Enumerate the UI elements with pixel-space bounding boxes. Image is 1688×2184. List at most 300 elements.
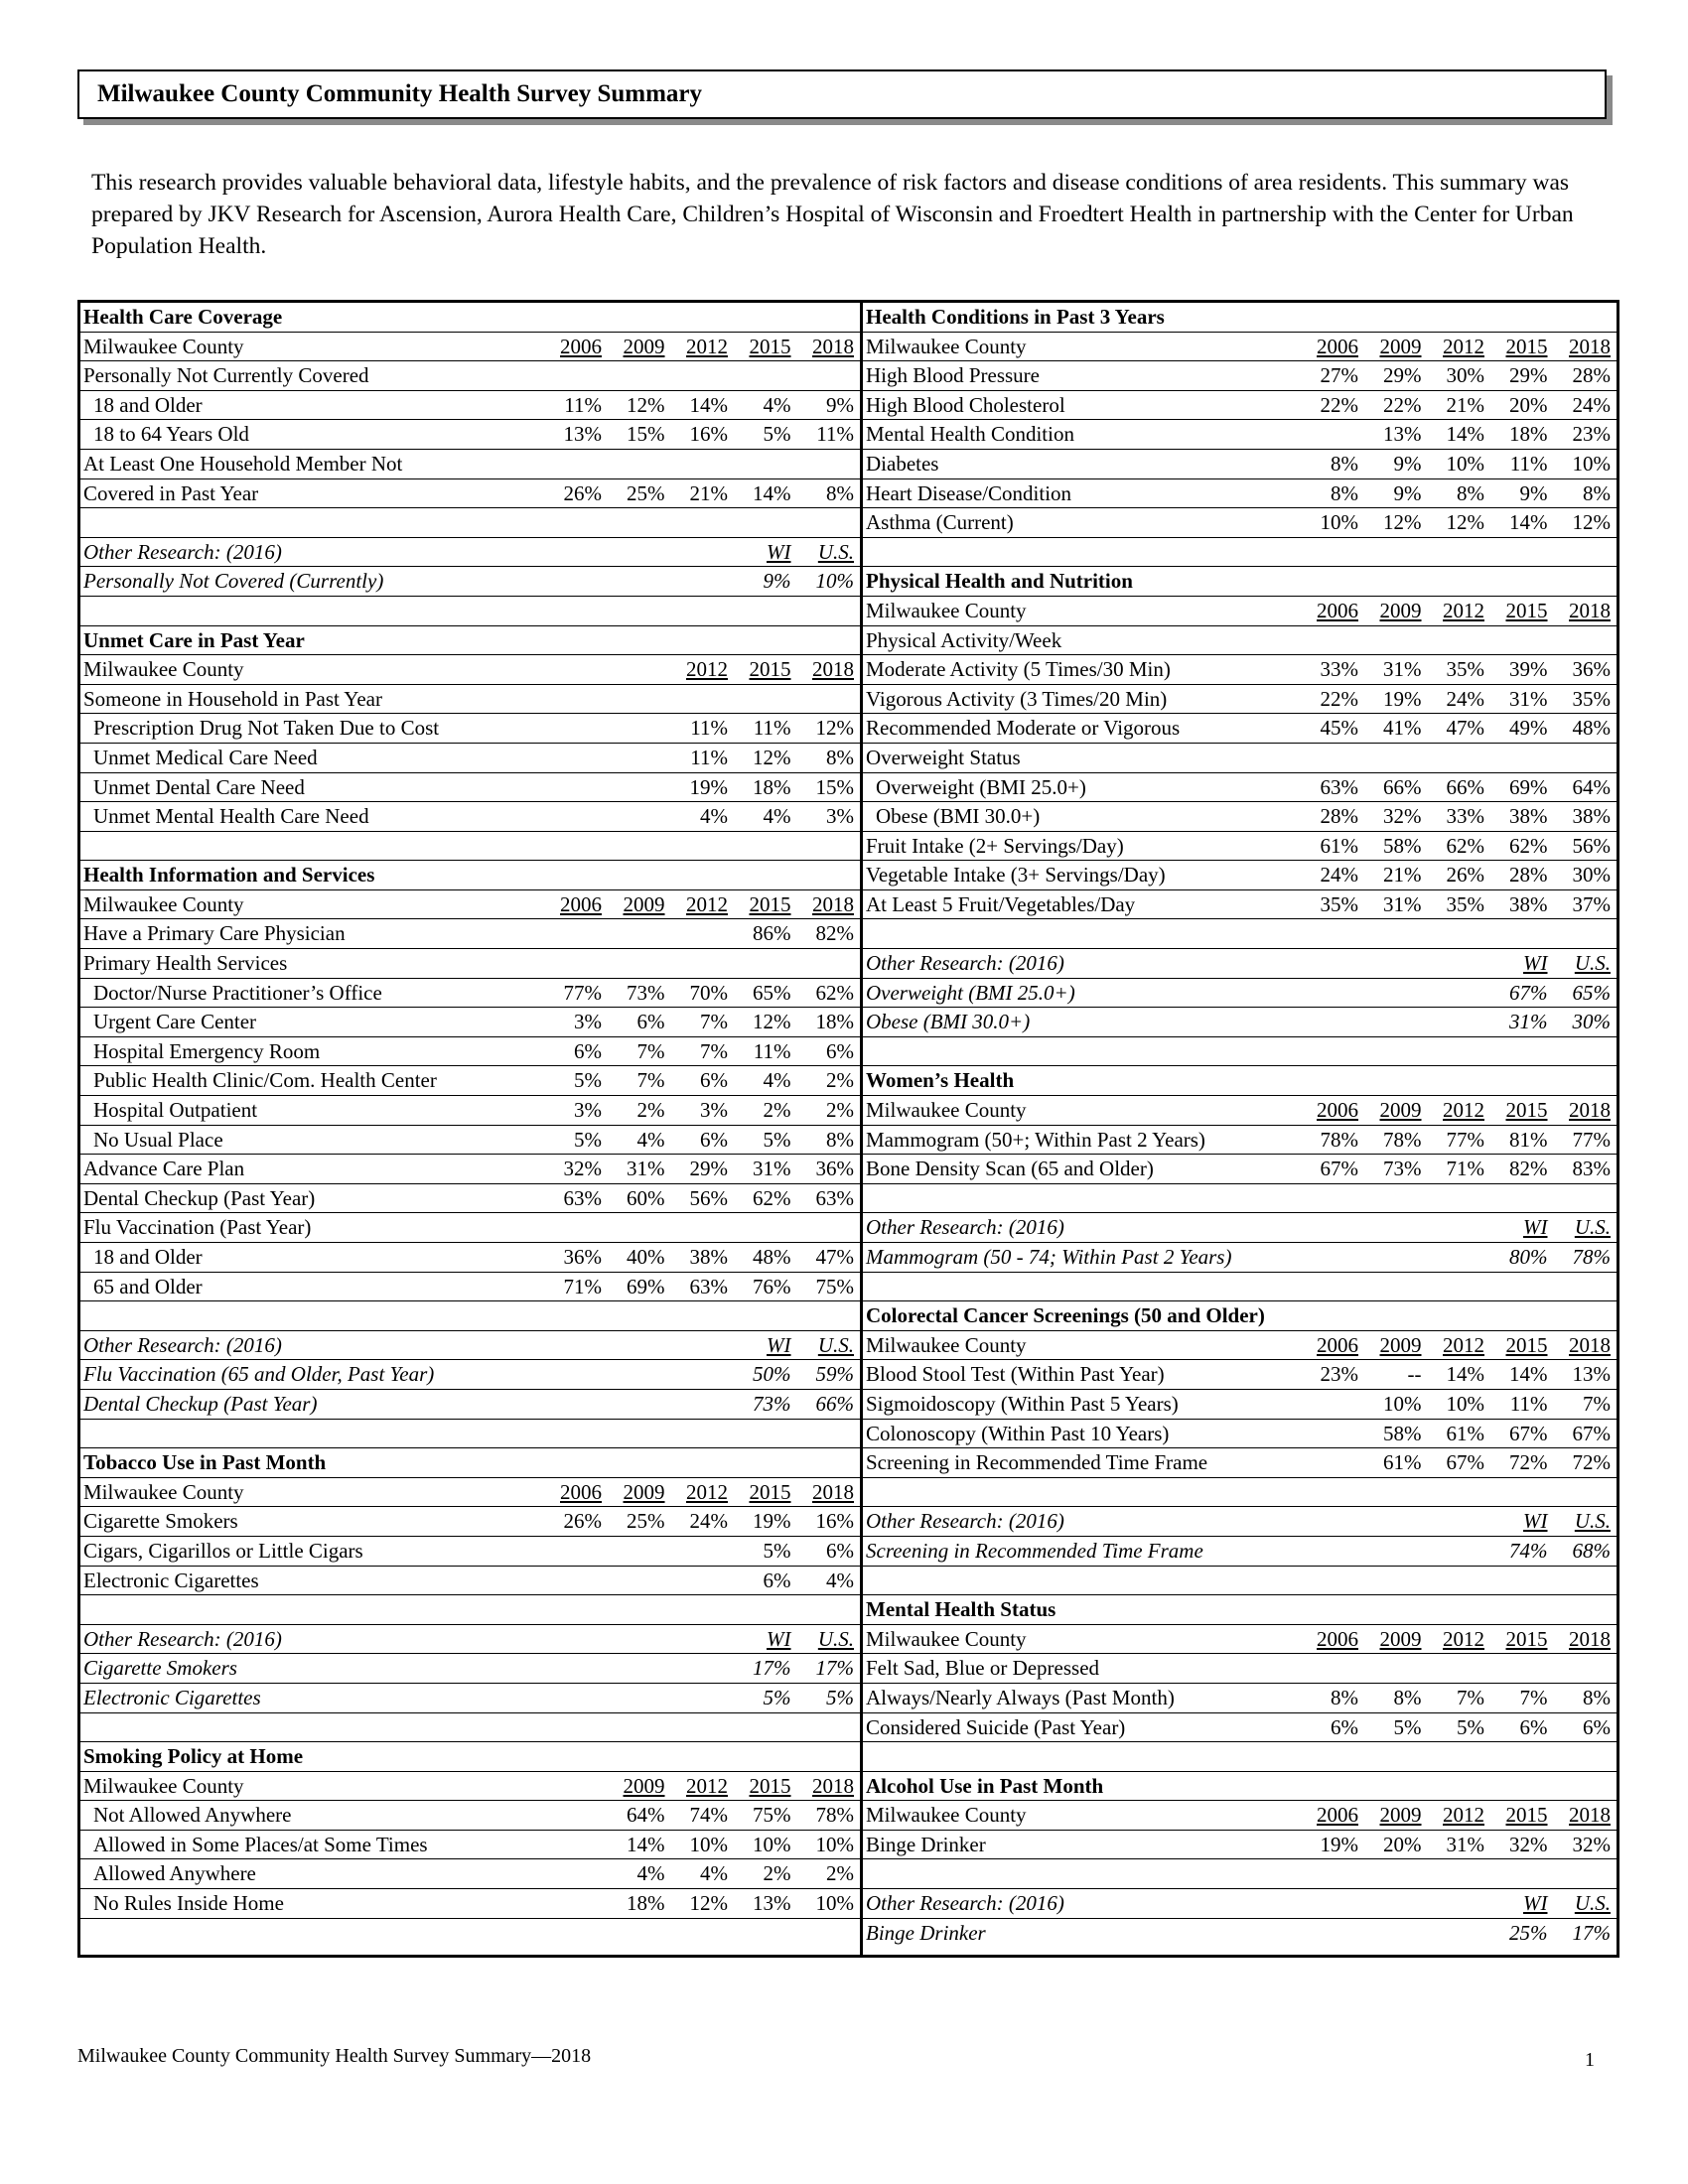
row-values — [539, 1684, 861, 1712]
value-cell: 9% — [1393, 480, 1422, 505]
value-cell: 33% — [1446, 804, 1484, 829]
value-cell: 2018 — [1569, 334, 1611, 358]
intro-paragraph: This research provides valuable behavioral data, lifestyle habits, and the prevalence of risk factors and disease conditions of area residents. This summary was prepared by JKV Research for Ascension, Aurora Health Care, Children’s Hospital of Wisconsin and Froedtert Health in partnership with the Center for Urban Population Health. — [91, 170, 1574, 259]
row-values — [1296, 1831, 1618, 1859]
value-cell: 5% — [763, 1127, 791, 1152]
value-cell: 71% — [1446, 1157, 1484, 1181]
value-cell: 10% — [1446, 451, 1484, 476]
value-cell — [539, 538, 603, 567]
row-label — [80, 1420, 860, 1448]
value-cell: 7% — [1583, 1391, 1611, 1416]
value-cell — [1422, 949, 1485, 978]
row-values — [1296, 1243, 1618, 1272]
value-cell: 58% — [1383, 833, 1422, 858]
value-cell: 45% — [1320, 716, 1358, 741]
value-cell: 47% — [815, 1245, 854, 1269]
value-cell: 2012 — [686, 1479, 728, 1504]
row-label: Unmet Mental Health Care Need — [93, 804, 369, 829]
value-cell: 73% — [1383, 1157, 1422, 1181]
value-cell: 19% — [689, 774, 728, 799]
value-cell: WI — [1523, 1509, 1548, 1534]
value-cell: 30% — [1572, 1010, 1611, 1034]
table-row — [80, 1831, 860, 1860]
value-cell: 14% — [1446, 422, 1484, 447]
value-cell: 65% — [1572, 980, 1611, 1005]
value-cell: 67% — [1320, 1157, 1358, 1181]
value-cell: 24% — [1572, 392, 1611, 417]
row-label — [863, 1478, 1617, 1507]
value-cell: 2015 — [1505, 1626, 1548, 1651]
value-cell — [602, 1390, 665, 1419]
value-cell: 83% — [1572, 1157, 1611, 1181]
value-cell: 5% — [763, 1538, 791, 1563]
value-cell: 2% — [763, 1861, 791, 1886]
table-row — [80, 1567, 860, 1596]
row-label: Milwaukee County — [83, 891, 244, 916]
other-research-row — [80, 1684, 860, 1713]
value-cell: 56% — [689, 1185, 728, 1210]
row-label: Flu Vaccination (65 and Older, Past Year) — [83, 1362, 435, 1387]
value-cell: 2012 — [686, 891, 728, 916]
summary-table — [77, 300, 1619, 1958]
row-values — [1296, 508, 1618, 537]
row-label: Milwaukee County — [83, 1773, 244, 1798]
value-cell: 28% — [1572, 363, 1611, 388]
value-cell — [1358, 1243, 1422, 1272]
value-cell — [1296, 1420, 1359, 1448]
row-values — [539, 1037, 861, 1066]
row-values — [539, 1567, 861, 1595]
value-cell: 19% — [1383, 686, 1422, 711]
row-label: Overweight Status — [866, 745, 1021, 769]
value-cell: 32% — [1509, 1832, 1548, 1856]
row-values — [1296, 1008, 1618, 1036]
row-values — [1296, 333, 1618, 361]
table-row — [80, 1037, 860, 1067]
row-label: Obese (BMI 30.0+) — [866, 1010, 1031, 1034]
value-cell: 5% — [763, 422, 791, 447]
value-cell: 2009 — [1379, 1098, 1422, 1123]
value-cell — [602, 1654, 665, 1683]
spacer-row — [80, 1301, 860, 1331]
year-header-row — [863, 597, 1617, 626]
value-cell: 32% — [1572, 1832, 1611, 1856]
value-cell — [539, 1889, 603, 1918]
row-label: Asthma (Current) — [866, 510, 1014, 535]
other-research-row — [863, 1537, 1617, 1567]
value-cell — [1422, 1537, 1485, 1566]
row-values — [539, 919, 861, 948]
section-header — [80, 626, 860, 656]
row-values — [539, 1331, 861, 1360]
row-label: Public Health Clinic/Com. Health Center — [93, 1068, 437, 1093]
value-cell: 2018 — [1569, 598, 1611, 622]
year-header-row — [80, 655, 860, 685]
value-cell: 6% — [574, 1038, 602, 1063]
row-values — [1296, 890, 1618, 919]
row-label: Advance Care Plan — [83, 1157, 245, 1181]
table-row — [863, 685, 1617, 715]
value-cell: 13% — [1383, 422, 1422, 447]
value-cell: 11% — [753, 1038, 791, 1063]
value-cell — [602, 1625, 665, 1654]
row-label: Milwaukee County — [83, 657, 244, 682]
value-cell: 50% — [753, 1362, 791, 1387]
row-values — [539, 1243, 861, 1272]
table-row — [80, 919, 860, 949]
row-values — [539, 1831, 861, 1859]
value-cell — [1358, 1919, 1422, 1949]
value-cell — [602, 538, 665, 567]
table-row — [863, 1126, 1617, 1156]
row-label: Overweight (BMI 25.0+) — [866, 980, 1075, 1005]
value-cell — [665, 567, 729, 596]
value-cell: 73% — [753, 1391, 791, 1416]
value-cell: 75% — [753, 1803, 791, 1828]
row-label — [863, 1184, 1617, 1213]
value-cell: 2009 — [623, 1773, 665, 1798]
page-number: 1 — [1585, 2049, 1595, 2071]
table-row — [80, 773, 860, 803]
value-cell: 3% — [574, 1010, 602, 1034]
row-label: Personally Not Currently Covered — [83, 363, 369, 388]
value-cell: 2018 — [812, 334, 854, 358]
value-cell: 31% — [1383, 891, 1422, 916]
year-header-row — [80, 1772, 860, 1802]
row-label — [80, 597, 860, 625]
value-cell: 18% — [815, 1010, 854, 1034]
table-row — [863, 655, 1617, 685]
row-label: Health Information and Services — [83, 863, 375, 887]
section-header — [80, 303, 860, 333]
row-values — [1296, 655, 1618, 684]
row-label — [80, 508, 860, 537]
row-label: Milwaukee County — [83, 1479, 244, 1504]
table-row — [80, 1243, 860, 1273]
row-values — [1296, 1213, 1618, 1242]
row-values — [539, 1184, 861, 1213]
value-cell: 4% — [636, 1861, 665, 1886]
value-cell: 2015 — [1505, 1332, 1548, 1357]
value-cell: 61% — [1383, 1450, 1422, 1475]
row-values — [1296, 685, 1618, 714]
value-cell: WI — [1523, 1215, 1548, 1240]
value-cell: 82% — [1509, 1157, 1548, 1181]
value-cell — [602, 1331, 665, 1360]
value-cell: 6% — [1519, 1714, 1548, 1739]
value-cell: 2009 — [623, 1479, 665, 1504]
row-label: No Rules Inside Home — [93, 1891, 284, 1916]
value-cell: 4% — [826, 1568, 854, 1592]
value-cell: 41% — [1383, 716, 1422, 741]
value-cell: 48% — [1572, 716, 1611, 741]
table-row — [863, 361, 1617, 391]
value-cell: 12% — [689, 1891, 728, 1916]
value-cell: 2012 — [686, 334, 728, 358]
value-cell: 56% — [1572, 833, 1611, 858]
row-values — [1296, 479, 1618, 508]
value-cell: 2012 — [1443, 598, 1484, 622]
value-cell: 6% — [763, 1568, 791, 1592]
row-values — [1296, 391, 1618, 420]
row-label: Covered in Past Year — [83, 480, 259, 505]
row-values — [539, 538, 861, 567]
value-cell: 19% — [1320, 1832, 1358, 1856]
value-cell — [539, 567, 603, 596]
value-cell — [1296, 1919, 1359, 1949]
row-label: Smoking Policy at Home — [83, 1744, 304, 1769]
row-label: Primary Health Services — [83, 951, 288, 976]
value-cell: 4% — [700, 1861, 728, 1886]
value-cell: 13% — [753, 1891, 791, 1916]
spacer-row — [863, 919, 1617, 949]
value-cell: 9% — [1519, 480, 1548, 505]
value-cell: 7% — [700, 1038, 728, 1063]
row-label — [863, 1567, 1617, 1595]
section-header — [863, 303, 1617, 333]
spacer-row — [80, 1420, 860, 1449]
row-values — [1296, 1684, 1618, 1712]
value-cell: 47% — [1446, 716, 1484, 741]
spacer-row — [863, 1273, 1617, 1302]
value-cell: 2% — [826, 1068, 854, 1093]
spacer-row — [863, 1037, 1617, 1067]
value-cell: 14% — [753, 480, 791, 505]
row-values — [1296, 1155, 1618, 1183]
value-cell: 69% — [627, 1274, 665, 1298]
row-label: Flu Vaccination (Past Year) — [83, 1215, 312, 1240]
value-cell: 37% — [1572, 891, 1611, 916]
row-label: Milwaukee County — [866, 1098, 1027, 1123]
row-label: Considered Suicide (Past Year) — [866, 1714, 1126, 1739]
value-cell: 12% — [1446, 510, 1484, 535]
value-cell: 2015 — [1505, 1098, 1548, 1123]
value-cell: 3% — [700, 1098, 728, 1123]
value-cell: 81% — [1509, 1127, 1548, 1152]
value-cell: 2015 — [749, 334, 791, 358]
row-label: Milwaukee County — [83, 334, 244, 358]
value-cell: 30% — [1446, 363, 1484, 388]
table-row — [863, 1155, 1617, 1184]
value-cell — [1422, 979, 1485, 1008]
other-research-row — [863, 979, 1617, 1009]
row-label: Other Research: (2016) — [866, 1509, 1064, 1534]
row-label: Mental Health Condition — [866, 422, 1074, 447]
value-cell: U.S. — [817, 539, 854, 564]
other-research-row — [863, 1919, 1617, 1949]
value-cell: 25% — [1509, 1920, 1548, 1945]
value-cell: 8% — [1457, 480, 1484, 505]
value-cell: 77% — [1572, 1127, 1611, 1152]
value-cell: 21% — [1446, 392, 1484, 417]
section-header — [863, 567, 1617, 597]
value-cell: 30% — [1572, 863, 1611, 887]
value-cell: WI — [767, 539, 791, 564]
table-row — [80, 1184, 860, 1214]
row-values — [1296, 1126, 1618, 1155]
section-header — [80, 861, 860, 890]
value-cell: 11% — [816, 422, 854, 447]
value-cell: 67% — [1509, 980, 1548, 1005]
value-cell: 18% — [1509, 422, 1548, 447]
value-cell: 2009 — [623, 891, 665, 916]
table-row — [80, 949, 860, 979]
row-label: Health Care Coverage — [83, 305, 283, 329]
table-row — [80, 1889, 860, 1919]
value-cell — [1296, 979, 1359, 1008]
value-cell — [539, 1625, 603, 1654]
footer-text: Milwaukee County Community Health Survey Summary—2018 — [77, 2045, 592, 2067]
value-cell: 2015 — [749, 891, 791, 916]
value-cell — [602, 1537, 665, 1566]
table-row — [863, 391, 1617, 421]
value-cell: 2012 — [1443, 1803, 1484, 1828]
value-cell: 16% — [689, 422, 728, 447]
row-values — [539, 1625, 861, 1654]
value-cell: 8% — [826, 745, 854, 769]
value-cell: 36% — [563, 1245, 602, 1269]
spacer-row — [863, 1567, 1617, 1596]
row-values — [539, 420, 861, 449]
value-cell: 32% — [563, 1157, 602, 1181]
row-values — [1296, 1625, 1618, 1654]
value-cell: 7% — [636, 1068, 665, 1093]
value-cell: 8% — [1331, 1685, 1358, 1709]
row-label: Milwaukee County — [866, 1626, 1027, 1651]
value-cell — [539, 802, 603, 831]
other-research-header — [863, 1507, 1617, 1537]
value-cell: 59% — [815, 1362, 854, 1387]
value-cell — [539, 714, 603, 743]
value-cell: 2% — [636, 1098, 665, 1123]
row-label: Electronic Cigarettes — [83, 1685, 261, 1709]
row-values — [1296, 1448, 1618, 1477]
value-cell: 8% — [1331, 451, 1358, 476]
table-row — [80, 1008, 860, 1037]
value-cell — [665, 1625, 729, 1654]
row-label: Women’s Health — [866, 1068, 1015, 1093]
value-cell — [1296, 420, 1359, 449]
table-row — [80, 420, 860, 450]
value-cell: 2006 — [1317, 1626, 1358, 1651]
value-cell: 25% — [627, 480, 665, 505]
value-cell: 74% — [1509, 1538, 1548, 1563]
row-values — [539, 1008, 861, 1036]
row-label: Hospital Emergency Room — [93, 1038, 321, 1063]
value-cell: 10% — [815, 1891, 854, 1916]
row-values — [539, 714, 861, 743]
row-label: Not Allowed Anywhere — [93, 1803, 292, 1828]
row-values — [539, 1096, 861, 1125]
row-values — [1296, 802, 1618, 831]
value-cell: 29% — [1383, 363, 1422, 388]
spacer-row — [80, 1595, 860, 1625]
other-research-row — [863, 1243, 1617, 1273]
value-cell — [665, 1390, 729, 1419]
value-cell: 67% — [1572, 1421, 1611, 1445]
value-cell — [665, 1684, 729, 1712]
value-cell: 2012 — [1443, 1626, 1484, 1651]
table-row — [863, 508, 1617, 538]
value-cell — [539, 1801, 603, 1830]
value-cell: 62% — [1446, 833, 1484, 858]
row-values — [539, 655, 861, 684]
row-label: Alcohol Use in Past Month — [866, 1773, 1104, 1798]
row-values — [1296, 361, 1618, 390]
value-cell: 4% — [763, 804, 791, 829]
other-research-row — [80, 1654, 860, 1684]
value-cell: 21% — [689, 480, 728, 505]
value-cell — [539, 1772, 603, 1801]
value-cell: 86% — [753, 921, 791, 946]
value-cell: 31% — [627, 1157, 665, 1181]
value-cell — [602, 1684, 665, 1712]
value-cell: 39% — [1509, 657, 1548, 682]
value-cell — [539, 773, 603, 802]
value-cell: 62% — [1509, 833, 1548, 858]
value-cell — [602, 773, 665, 802]
other-research-header — [863, 949, 1617, 979]
value-cell: 6% — [826, 1038, 854, 1063]
value-cell — [602, 655, 665, 684]
value-cell: 2009 — [1379, 1626, 1422, 1651]
table-row — [80, 714, 860, 744]
value-cell: U.S. — [1574, 1891, 1611, 1916]
row-values — [1296, 1331, 1618, 1360]
value-cell: 2015 — [1505, 598, 1548, 622]
year-header-row — [80, 333, 860, 362]
row-label: Screening in Recommended Time Frame — [866, 1538, 1203, 1563]
row-label: Dental Checkup (Past Year) — [83, 1391, 318, 1416]
row-label: Colorectal Cancer Screenings (50 and Older) — [866, 1303, 1265, 1328]
value-cell — [602, 567, 665, 596]
row-label: At Least 5 Fruit/Vegetables/Day — [866, 891, 1136, 916]
value-cell: 38% — [689, 1245, 728, 1269]
value-cell: 31% — [753, 1157, 791, 1181]
value-cell — [539, 1831, 603, 1859]
table-row — [863, 890, 1617, 920]
value-cell: 29% — [1509, 363, 1548, 388]
value-cell: 7% — [1457, 1685, 1484, 1709]
right-column — [863, 303, 1617, 1955]
value-cell — [1422, 1919, 1485, 1949]
table-row — [80, 744, 860, 773]
value-cell: 78% — [815, 1803, 854, 1828]
section-header — [863, 1066, 1617, 1096]
value-cell: WI — [1523, 1891, 1548, 1916]
value-cell: 60% — [627, 1185, 665, 1210]
row-label — [863, 1273, 1617, 1301]
row-label: Physical Health and Nutrition — [866, 569, 1133, 594]
value-cell: 5% — [574, 1068, 602, 1093]
value-cell: 2% — [763, 1098, 791, 1123]
value-cell: 29% — [689, 1157, 728, 1181]
table-row — [80, 1213, 860, 1243]
year-header-row — [863, 1096, 1617, 1126]
value-cell — [1422, 1889, 1485, 1918]
value-cell: 25% — [627, 1509, 665, 1534]
row-values — [539, 802, 861, 831]
value-cell: 4% — [636, 1127, 665, 1152]
table-row — [863, 626, 1617, 656]
row-label: High Blood Pressure — [866, 363, 1040, 388]
table-row — [863, 1360, 1617, 1390]
value-cell: 2012 — [1443, 334, 1484, 358]
row-values — [539, 1772, 861, 1801]
value-cell — [1296, 1213, 1359, 1242]
row-values — [539, 1390, 861, 1419]
table-row — [80, 479, 860, 509]
